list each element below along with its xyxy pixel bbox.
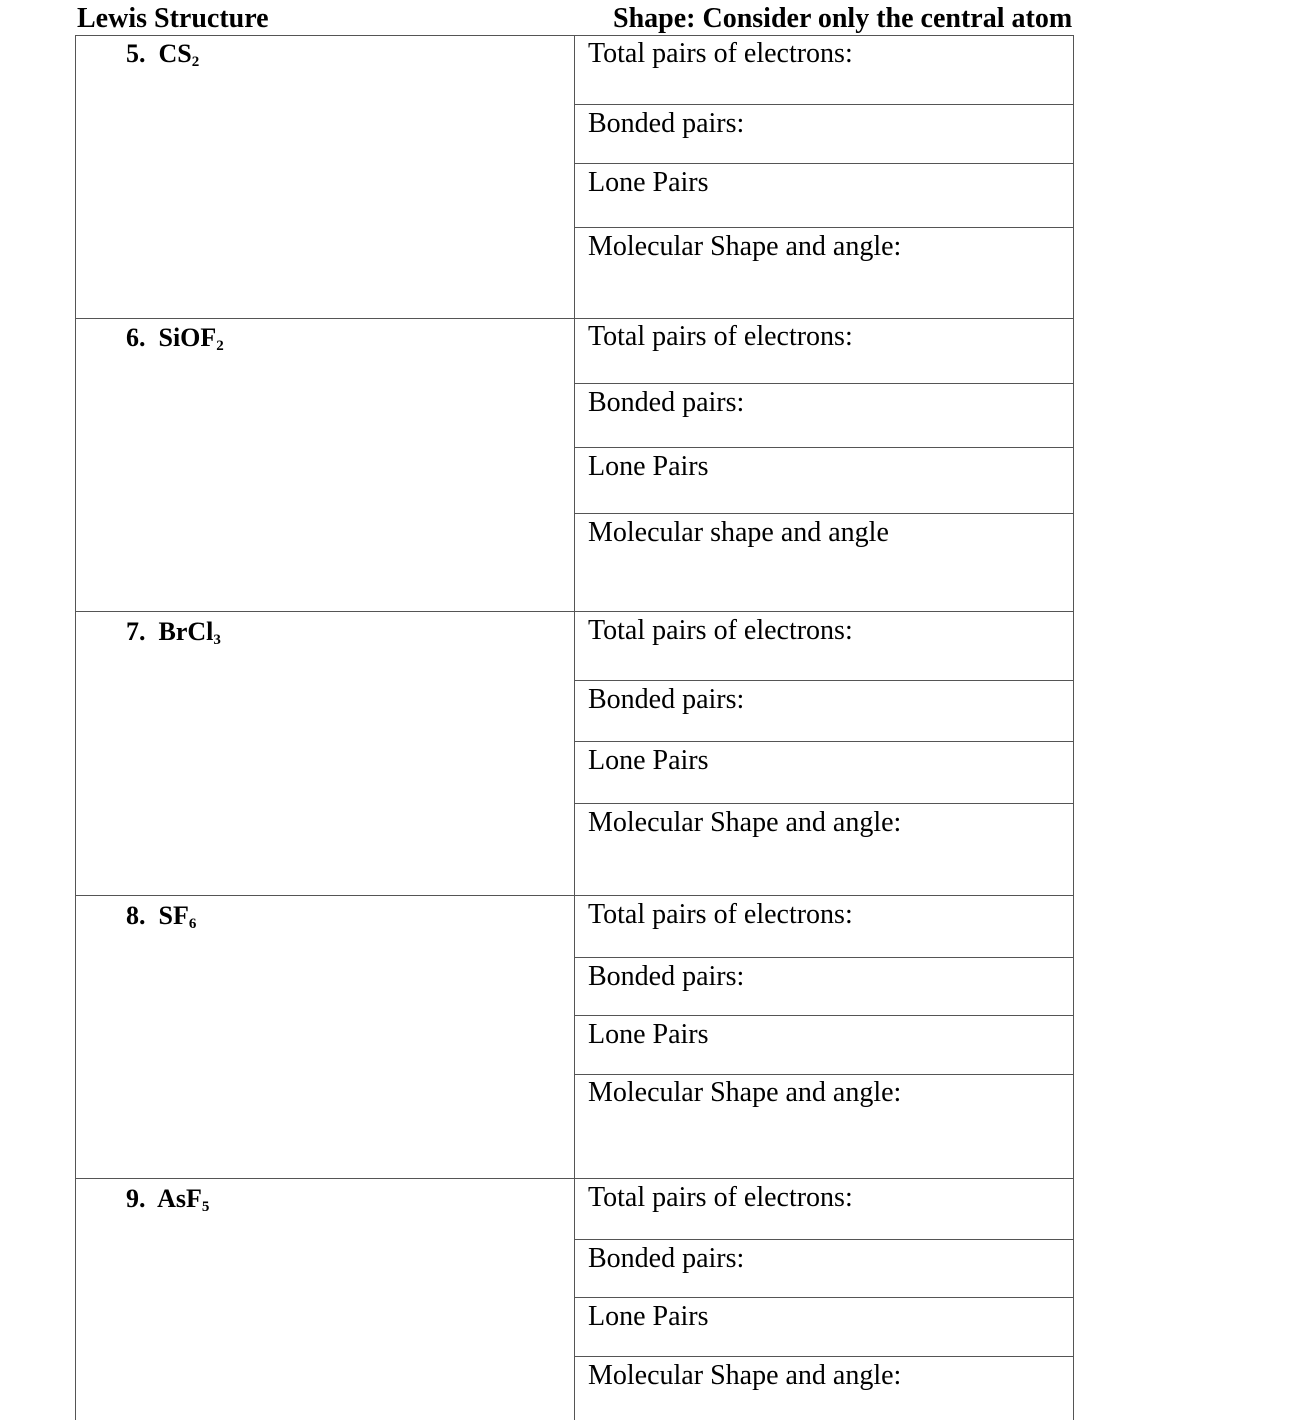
row-divider xyxy=(75,1178,1074,1179)
lone-pairs-label: Lone Pairs xyxy=(588,451,709,482)
table-right-border xyxy=(1073,35,1074,1420)
field-divider xyxy=(574,104,1074,105)
total-pairs-label: Total pairs of electrons: xyxy=(588,38,853,69)
field-divider xyxy=(574,383,1074,384)
formula-subscript: 2 xyxy=(191,54,200,70)
molecular-shape-label: Molecular Shape and angle: xyxy=(588,1077,902,1108)
worksheet-table xyxy=(75,35,1074,1420)
field-divider xyxy=(574,163,1074,164)
formula-subscript: 6 xyxy=(188,916,197,932)
item-number: 9. xyxy=(126,1184,146,1213)
bonded-pairs-label: Bonded pairs: xyxy=(588,961,745,992)
lone-pairs-label: Lone Pairs xyxy=(588,745,709,776)
bonded-pairs-label: Bonded pairs: xyxy=(588,108,745,139)
item-number: 6. xyxy=(126,323,146,352)
field-divider xyxy=(574,227,1074,228)
row-divider xyxy=(75,895,1074,896)
table-middle-border xyxy=(574,35,575,1420)
shape-header: Shape: Consider only the central atom xyxy=(613,3,1073,34)
bonded-pairs-label: Bonded pairs: xyxy=(588,387,745,418)
field-divider xyxy=(574,447,1074,448)
lone-pairs-label: Lone Pairs xyxy=(588,1019,709,1050)
field-divider xyxy=(574,1015,1074,1016)
item-formula xyxy=(126,38,199,70)
item-formula xyxy=(126,322,224,354)
bonded-pairs-label: Bonded pairs: xyxy=(588,684,745,715)
field-divider xyxy=(574,957,1074,958)
field-divider xyxy=(574,680,1074,681)
item-formula xyxy=(126,1183,209,1215)
molecular-shape-label: Molecular Shape and angle: xyxy=(588,1360,902,1391)
formula-subscript: 2 xyxy=(216,338,224,354)
total-pairs-label: Total pairs of electrons: xyxy=(588,321,853,352)
item-number: 8. xyxy=(126,901,146,930)
field-divider xyxy=(574,803,1074,804)
lone-pairs-label: Lone Pairs xyxy=(588,167,709,198)
total-pairs-label: Total pairs of electrons: xyxy=(588,1182,853,1213)
table-left-border xyxy=(75,35,76,1420)
field-divider xyxy=(574,1239,1074,1240)
item-number: 5. xyxy=(126,39,146,68)
item-number: 7. xyxy=(126,617,146,646)
lewis-structure-header: Lewis Structure xyxy=(77,3,269,34)
molecular-shape-label: Molecular shape and angle xyxy=(588,517,889,548)
total-pairs-label: Total pairs of electrons: xyxy=(588,899,853,930)
formula-subscript: 3 xyxy=(213,632,221,648)
formula-subscript: 5 xyxy=(201,1199,210,1215)
total-pairs-label: Total pairs of electrons: xyxy=(588,615,853,646)
formula-symbol: SiOF xyxy=(158,323,217,352)
formula-symbol: AsF xyxy=(157,1184,202,1213)
field-divider xyxy=(574,513,1074,514)
bonded-pairs-label: Bonded pairs: xyxy=(588,1243,745,1274)
field-divider xyxy=(574,1074,1074,1075)
formula-symbol: SF xyxy=(158,901,189,930)
lone-pairs-label: Lone Pairs xyxy=(588,1301,709,1332)
field-divider xyxy=(574,1356,1074,1357)
row-divider xyxy=(75,318,1074,319)
table-top-border xyxy=(75,35,1074,36)
molecular-shape-label: Molecular Shape and angle: xyxy=(588,231,902,262)
formula-symbol: BrCl xyxy=(158,617,214,646)
item-formula xyxy=(126,900,196,932)
item-formula xyxy=(126,616,221,648)
formula-symbol: CS xyxy=(158,39,192,68)
field-divider xyxy=(574,1297,1074,1298)
field-divider xyxy=(574,741,1074,742)
molecular-shape-label: Molecular Shape and angle: xyxy=(588,807,902,838)
row-divider xyxy=(75,611,1074,612)
